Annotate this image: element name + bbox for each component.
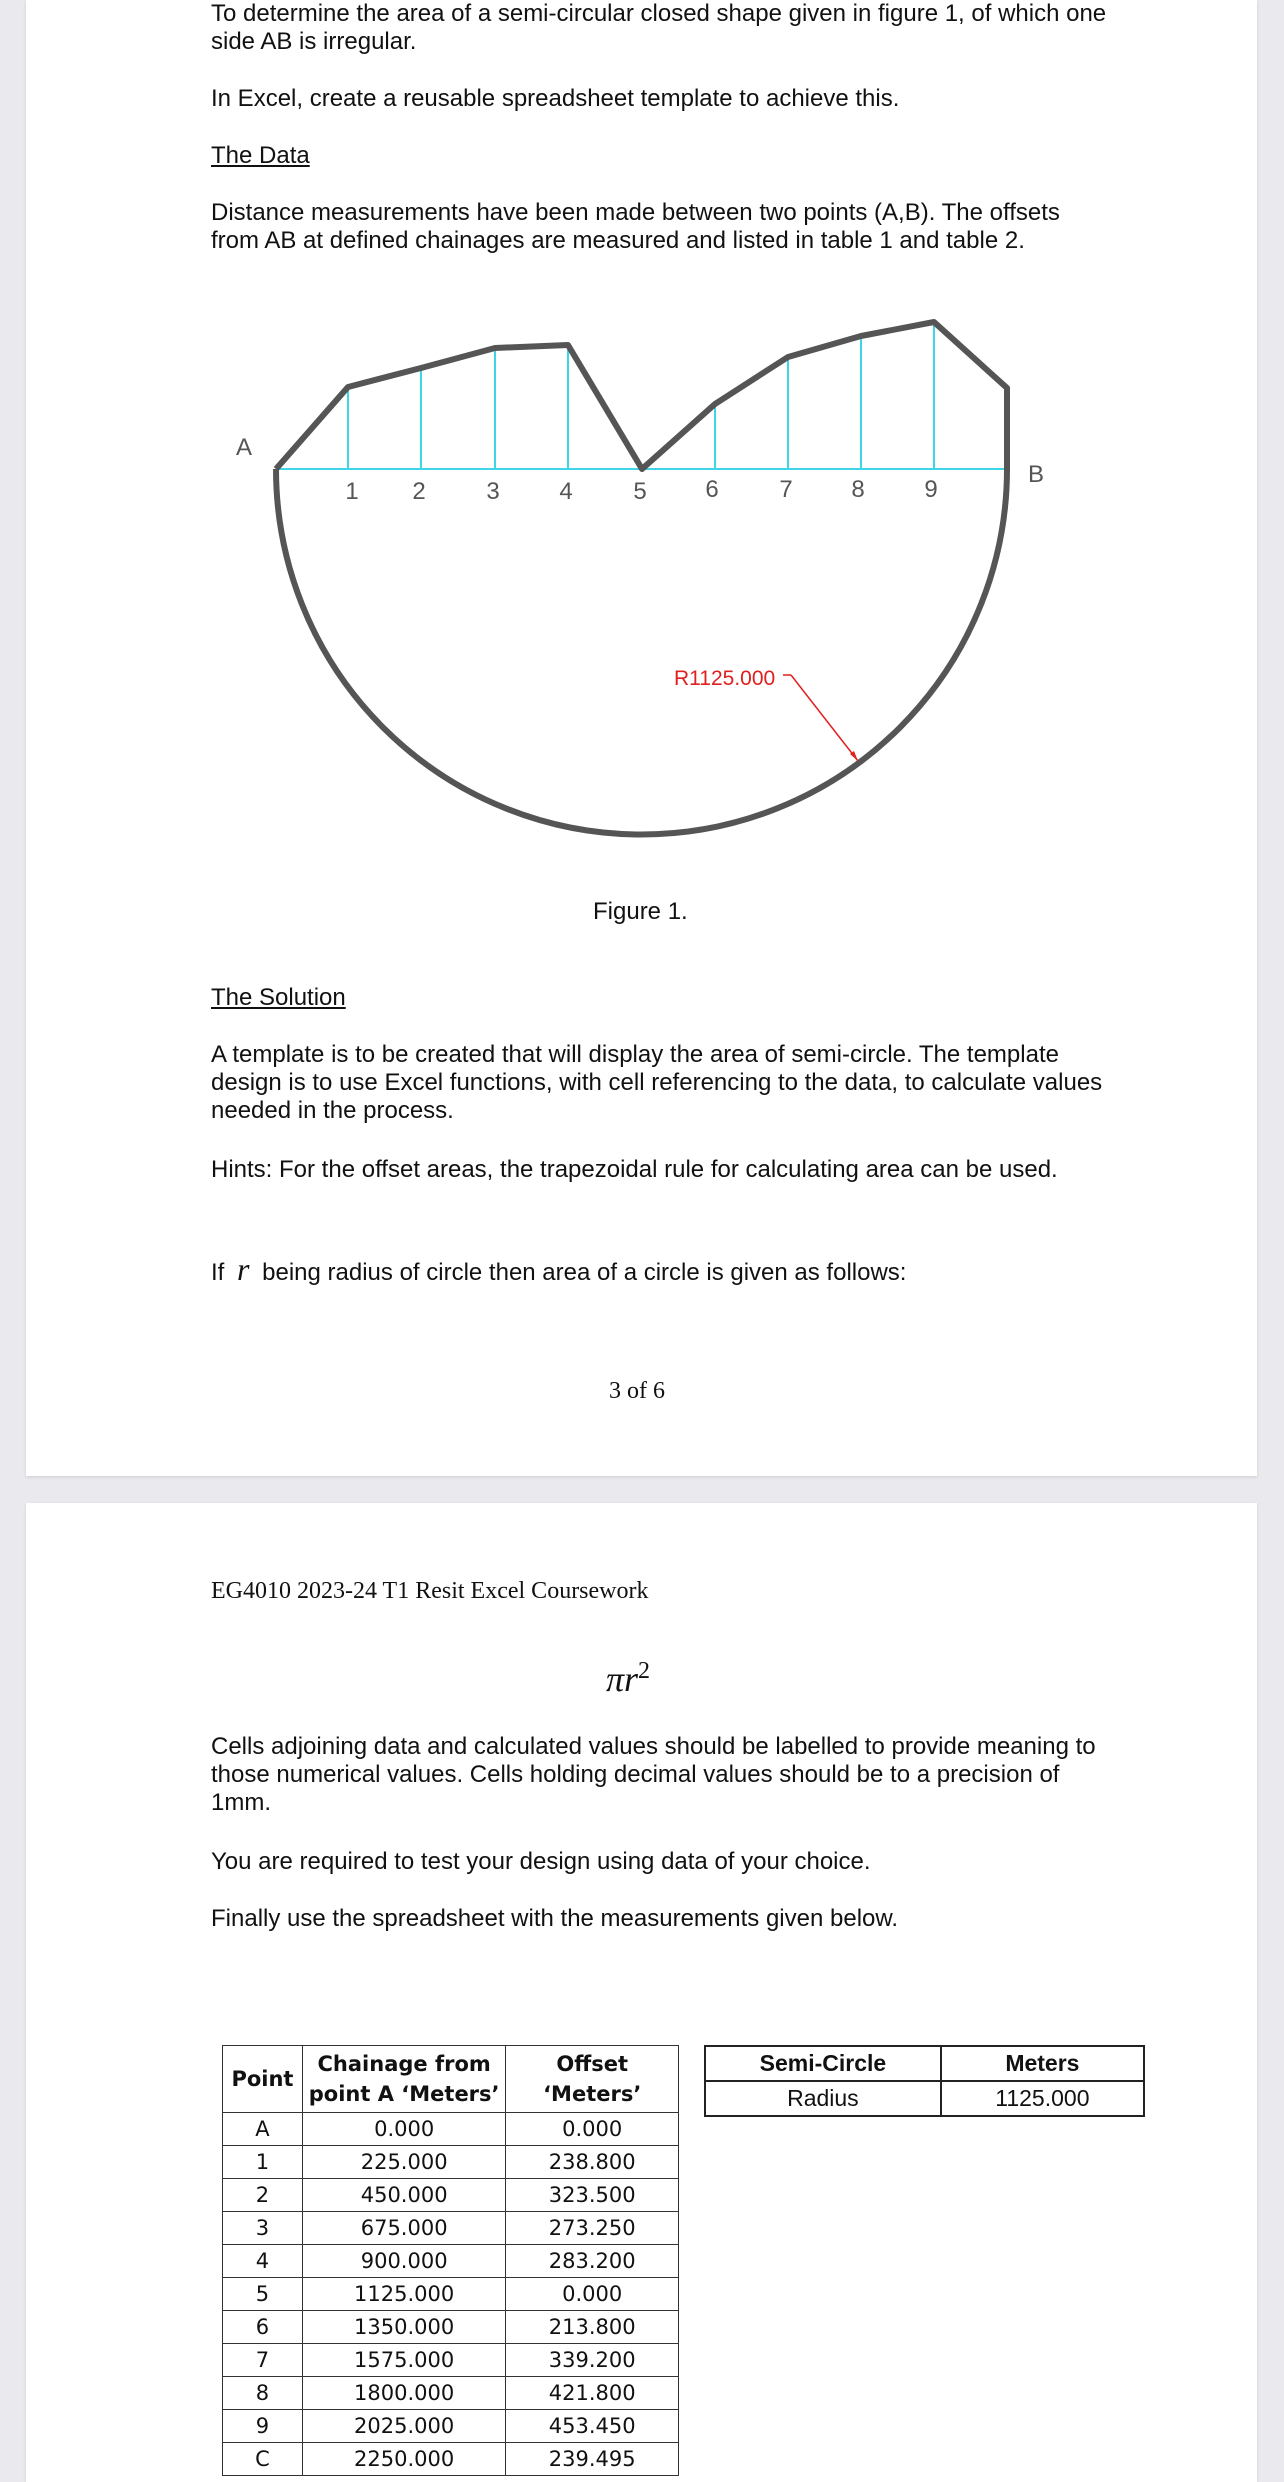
cell-point: 6 [223,2311,303,2344]
chainage-number: 8 [851,476,865,503]
chainage-numbers [345,476,937,505]
radius-table [704,2045,1145,2117]
cell-point: 9 [223,2410,303,2443]
cell-offset: 421.800 [506,2377,679,2410]
cell-point: 5 [223,2278,303,2311]
cell-chainage: 1800.000 [302,2377,505,2410]
chainage-number: 1 [345,478,359,505]
cell-offset: 283.200 [506,2245,679,2278]
formula-exponent: 2 [638,1658,651,1684]
document-page-4 [26,1503,1257,2482]
radius-prefix: If [211,1259,225,1286]
chainage-number: 7 [779,476,793,503]
cell-chainage: 225.000 [302,2146,505,2179]
cell-radius-label: Radius [705,2081,941,2116]
table-row [223,2179,679,2212]
cell-offset: 323.500 [506,2179,679,2212]
cell-chainage: 1575.000 [302,2344,505,2377]
irregular-boundary [276,322,1007,469]
radius-table-row [705,2081,1144,2116]
cell-point: 2 [223,2179,303,2212]
document-page-3 [26,0,1257,1476]
cell-chainage: 1350.000 [302,2311,505,2344]
cell-chainage: 900.000 [302,2245,505,2278]
cell-offset: 213.800 [506,2311,679,2344]
chainage-number: 9 [924,476,938,503]
chainage-number: 4 [559,478,573,505]
point-a-label: A [236,434,253,461]
cell-radius-value: 1125.000 [941,2081,1144,2116]
chainage-number: 6 [705,476,719,503]
cell-chainage: 0.000 [302,2113,505,2146]
solution-paragraph: A template is to be created that will display the area of semi-circle. The template design is to use Excel functions, with cell referencing to the data, to calculate values needed in the process. [211,1041,1103,1124]
point-b-label: B [1028,461,1045,488]
header-point: Point [223,2046,303,2113]
figure-1-diagram [26,300,1257,860]
figure-caption: Figure 1. [593,898,688,925]
header-meters: Meters [941,2046,1144,2081]
cell-offset: 273.250 [506,2212,679,2245]
measurements-table [222,2045,679,2476]
table-row [223,2113,679,2146]
radius-sentence [211,1251,1131,1287]
final-paragraph: Finally use the spreadsheet with the measurements given below. [211,1905,899,1932]
intro-paragraph: To determine the area of a semi-circular closed shape given in figure 1, of which one side AB is irregular. [211,0,1107,55]
cell-chainage: 1125.000 [302,2278,505,2311]
formula-base: πr [606,1659,639,1699]
table-row [223,2278,679,2311]
table-row [223,2245,679,2278]
cell-chainage: 2025.000 [302,2410,505,2443]
cell-point: 3 [223,2212,303,2245]
cell-offset: 238.800 [506,2146,679,2179]
cell-point: 4 [223,2245,303,2278]
radius-suffix: being radius of circle then area of a circle is given as follows: [262,1259,907,1286]
chainage-number: 3 [486,478,500,505]
header-semi-circle: Semi-Circle [705,2046,941,2081]
cell-point: A [223,2113,303,2146]
hints-paragraph: Hints: For the offset areas, the trapezoidal rule for calculating area can be used. [211,1156,1058,1183]
page-number: 3 of 6 [609,1378,665,1404]
cell-offset: 0.000 [506,2113,679,2146]
table-header-row [223,2046,679,2113]
chainage-number: 2 [412,478,426,505]
table-row [223,2443,679,2476]
cell-offset: 453.450 [506,2410,679,2443]
table-row [223,2311,679,2344]
cell-chainage: 675.000 [302,2212,505,2245]
cell-point: 7 [223,2344,303,2377]
radius-table-header-row [705,2046,1144,2081]
radius-symbol: r [237,1251,250,1287]
cell-point: C [223,2443,303,2476]
table-row [223,2410,679,2443]
cell-offset: 239.495 [506,2443,679,2476]
chainage-number: 5 [633,478,647,505]
excel-task-paragraph: In Excel, create a reusable spreadsheet template to achieve this. [211,85,900,112]
table-row [223,2377,679,2410]
header-offset: Offset ‘Meters’ [506,2046,679,2113]
data-heading: The Data [211,142,310,169]
cell-offset: 0.000 [506,2278,679,2311]
coursework-header: EG4010 2023-24 T1 Resit Excel Coursework [211,1578,649,1604]
test-paragraph: You are required to test your design using data of your choice. [211,1848,871,1875]
table-row [223,2146,679,2179]
cell-chainage: 450.000 [302,2179,505,2212]
semicircle-arc [276,469,1007,835]
cell-point: 8 [223,2377,303,2410]
area-formula [606,1651,650,1699]
solution-heading: The Solution [211,984,346,1011]
cell-offset: 339.200 [506,2344,679,2377]
labelling-paragraph: Cells adjoining data and calculated values should be labelled to provide meaning to those numerical values. Cells holding decimal values should be to a precision of 1mm. [211,1733,1096,1816]
cell-chainage: 2250.000 [302,2443,505,2476]
table-row [223,2344,679,2377]
cell-point: 1 [223,2146,303,2179]
offset-lines [348,322,934,469]
header-chainage: Chainage from point A ‘Meters’ [302,2046,505,2113]
table-row [223,2212,679,2245]
radius-leader [791,675,858,761]
data-paragraph: Distance measurements have been made between two points (A,B). The offsets from AB at defined chainages are measured and listed in table 1 and table 2. [211,199,1060,254]
radius-label: R1125.000 [674,667,776,690]
